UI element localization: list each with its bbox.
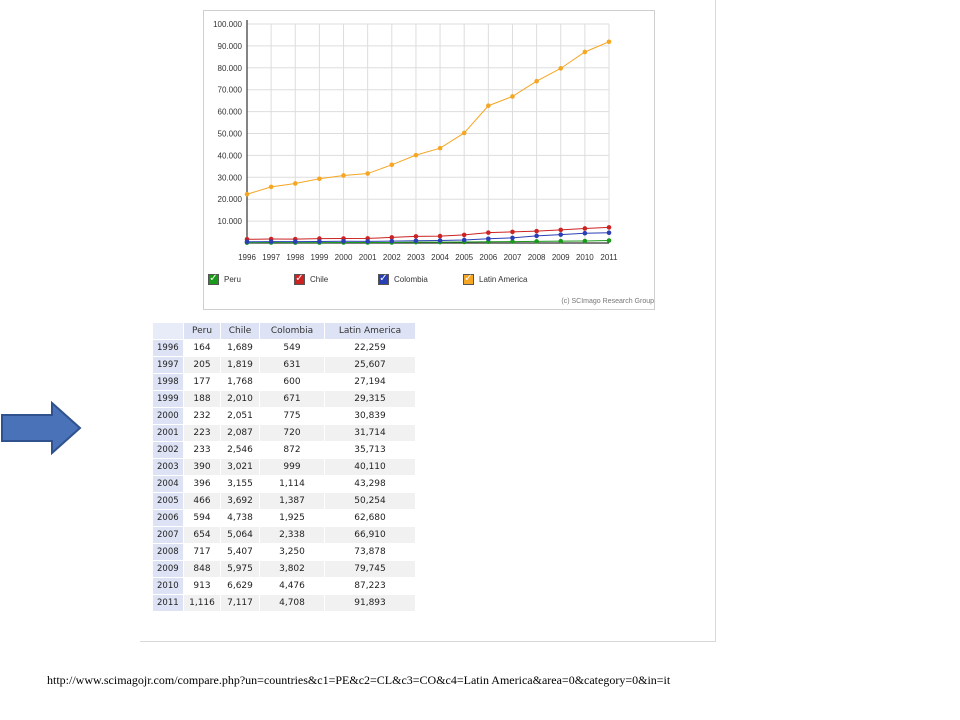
x-tick-label: 2000 [334, 253, 353, 262]
y-tick-label: 80.000 [217, 63, 242, 73]
checkbox-checked-icon[interactable]: ✓ [379, 273, 388, 284]
row-year-cell: 1997 [153, 357, 183, 373]
data-point [438, 146, 443, 151]
table-row [153, 561, 415, 577]
row-year-cell: 2011 [153, 595, 183, 611]
x-tick-label: 2001 [358, 253, 377, 262]
table-cell: 4,476 [260, 578, 324, 594]
data-point [607, 230, 612, 235]
column-header-latin-america: Latin America [325, 323, 415, 339]
checkbox-checked-icon[interactable]: ✓ [464, 273, 473, 284]
table-cell: 2,010 [221, 391, 259, 407]
table-cell: 1,925 [260, 510, 324, 526]
data-point [269, 239, 274, 244]
table-cell: 1,819 [221, 357, 259, 373]
table-cell: 549 [260, 340, 324, 356]
table-cell: 872 [260, 442, 324, 458]
legend-label: Peru [224, 274, 241, 284]
row-year-cell: 2007 [153, 527, 183, 543]
data-point [390, 162, 395, 167]
table-cell: 29,315 [325, 391, 415, 407]
legend-item[interactable] [463, 272, 527, 286]
table-row [153, 544, 415, 560]
legend-label: Chile [310, 274, 329, 284]
table-cell: 66,910 [325, 527, 415, 543]
table-cell: 40,110 [325, 459, 415, 475]
x-tick-label: 2007 [503, 253, 522, 262]
data-point [558, 228, 563, 233]
table-cell: 3,802 [260, 561, 324, 577]
data-point [607, 225, 612, 230]
data-point [365, 171, 370, 176]
data-point [317, 177, 322, 182]
table-cell: 2,338 [260, 527, 324, 543]
table-cell: 717 [184, 544, 220, 560]
data-point [269, 185, 274, 190]
table-cell: 4,738 [221, 510, 259, 526]
row-year-cell: 1999 [153, 391, 183, 407]
row-year-cell: 2009 [153, 561, 183, 577]
data-point [414, 239, 419, 244]
table-cell: 233 [184, 442, 220, 458]
y-tick-label: 90.000 [217, 41, 242, 51]
row-year-cell: 2000 [153, 408, 183, 424]
column-header-peru: Peru [184, 323, 220, 339]
x-tick-label: 2011 [600, 253, 618, 262]
table-row [153, 493, 415, 509]
data-point [583, 239, 588, 244]
x-tick-label: 2006 [479, 253, 498, 262]
table-row [153, 527, 415, 543]
row-year-cell: 2002 [153, 442, 183, 458]
y-tick-label: 20.000 [217, 195, 242, 205]
column-header-colombia: Colombia [260, 323, 324, 339]
data-point [486, 236, 491, 241]
data-point [245, 239, 250, 244]
x-tick-label: 2010 [575, 253, 594, 262]
table-cell: 1,387 [260, 493, 324, 509]
data-point [583, 231, 588, 236]
x-tick-label: 2002 [382, 253, 401, 262]
table-header-row [153, 323, 415, 339]
y-tick-label: 70.000 [217, 85, 242, 95]
table-cell: 5,064 [221, 527, 259, 543]
x-tick-label: 2005 [455, 253, 474, 262]
table-row [153, 340, 415, 356]
table-cell: 2,546 [221, 442, 259, 458]
data-point [510, 230, 515, 235]
table-row [153, 391, 415, 407]
data-point [534, 234, 539, 239]
table-cell: 7,117 [221, 595, 259, 611]
data-point [558, 239, 563, 244]
table-cell: 1,116 [184, 595, 220, 611]
table-cell: 22,259 [325, 340, 415, 356]
y-tick-label: 40.000 [217, 151, 242, 161]
data-point [293, 181, 298, 186]
data-point [607, 238, 612, 243]
table-cell: 775 [260, 408, 324, 424]
table-cell: 1,768 [221, 374, 259, 390]
checkbox-checked-icon[interactable]: ✓ [209, 273, 218, 284]
data-point [462, 233, 467, 238]
table-cell: 654 [184, 527, 220, 543]
x-tick-label: 2008 [527, 253, 546, 262]
data-point [558, 232, 563, 237]
table-row [153, 374, 415, 390]
table-row [153, 510, 415, 526]
data-point [438, 238, 443, 243]
chart-credit: (c) SCImago Research Group [561, 298, 654, 305]
data-point [583, 226, 588, 231]
legend-item[interactable] [208, 272, 241, 286]
data-point [486, 103, 491, 108]
table-cell: 205 [184, 357, 220, 373]
table-cell: 5,975 [221, 561, 259, 577]
table-cell: 2,087 [221, 425, 259, 441]
x-tick-label: 2003 [407, 253, 425, 262]
data-point [583, 50, 588, 55]
table-row [153, 425, 415, 441]
x-tick-label: 2009 [551, 253, 570, 262]
checkbox-checked-icon[interactable]: ✓ [295, 273, 304, 284]
source-url: http://www.scimagojr.com/compare.php?un=countries&c1=PE&c2=CL&c3=CO&c4=Latin America&area=0&category=0&in=it [47, 673, 671, 687]
table-cell: 631 [260, 357, 324, 373]
table-cell: 999 [260, 459, 324, 475]
y-tick-label: 50.000 [217, 129, 242, 139]
row-year-cell: 2008 [153, 544, 183, 560]
legend-label: Latin America [479, 274, 528, 284]
table-cell: 913 [184, 578, 220, 594]
data-point [510, 94, 515, 99]
table-cell: 6,629 [221, 578, 259, 594]
table-row [153, 357, 415, 373]
x-tick-label: 1999 [310, 253, 329, 262]
table-cell: 594 [184, 510, 220, 526]
table-row [153, 442, 415, 458]
table-cell: 223 [184, 425, 220, 441]
row-year-cell: 1996 [153, 340, 183, 356]
x-tick-label: 2004 [431, 253, 449, 262]
table-cell: 671 [260, 391, 324, 407]
table-cell: 396 [184, 476, 220, 492]
table-cell: 466 [184, 493, 220, 509]
data-point [534, 239, 539, 244]
data-point [245, 192, 250, 197]
table-cell: 1,114 [260, 476, 324, 492]
table-row [153, 595, 415, 611]
table-cell: 62,680 [325, 510, 415, 526]
row-year-cell: 2005 [153, 493, 183, 509]
table-cell: 25,607 [325, 357, 415, 373]
data-point [365, 239, 370, 244]
data-point [293, 239, 298, 244]
table-cell: 3,155 [221, 476, 259, 492]
table-row [153, 459, 415, 475]
x-tick-label: 1998 [286, 253, 305, 262]
row-year-cell: 2003 [153, 459, 183, 475]
table-cell: 2,051 [221, 408, 259, 424]
table-cell: 3,021 [221, 459, 259, 475]
row-year-cell: 2001 [153, 425, 183, 441]
row-year-cell: 1998 [153, 374, 183, 390]
series-line-latin-america [247, 42, 609, 194]
table-cell: 848 [184, 561, 220, 577]
table-cell: 600 [260, 374, 324, 390]
data-point [414, 153, 419, 158]
table-cell: 3,250 [260, 544, 324, 560]
y-tick-label: 10.000 [217, 217, 242, 227]
data-point [414, 234, 419, 239]
table-cell: 27,194 [325, 374, 415, 390]
chart-legend [208, 272, 648, 286]
legend-item[interactable] [378, 272, 428, 286]
table-cell: 720 [260, 425, 324, 441]
x-tick-label: 1996 [238, 253, 256, 262]
data-point [534, 229, 539, 234]
table-cell: 1,689 [221, 340, 259, 356]
table-cell: 91,893 [325, 595, 415, 611]
data-point [390, 239, 395, 244]
data-table [152, 322, 416, 612]
table-cell: 35,713 [325, 442, 415, 458]
legend-label: Colombia [394, 274, 428, 284]
data-point [317, 239, 322, 244]
data-point [462, 238, 467, 243]
table-cell: 177 [184, 374, 220, 390]
table-cell: 4,708 [260, 595, 324, 611]
y-tick-label: 100.000 [213, 20, 242, 29]
row-year-cell: 2006 [153, 510, 183, 526]
data-point [558, 66, 563, 71]
table-corner-cell [153, 323, 183, 339]
table-row [153, 408, 415, 424]
column-header-chile: Chile [221, 323, 259, 339]
y-tick-label: 60.000 [217, 107, 242, 117]
series-line-colombia [247, 233, 609, 242]
table-row [153, 578, 415, 594]
table-cell: 87,223 [325, 578, 415, 594]
table-cell: 188 [184, 391, 220, 407]
table-cell: 3,692 [221, 493, 259, 509]
series-line-chile [247, 227, 609, 239]
data-point [462, 131, 467, 136]
table-cell: 232 [184, 408, 220, 424]
data-point [486, 230, 491, 235]
arrow-right-icon [0, 400, 84, 456]
table-cell: 5,407 [221, 544, 259, 560]
row-year-cell: 2010 [153, 578, 183, 594]
x-tick-label: 1997 [262, 253, 281, 262]
table-cell: 79,745 [325, 561, 415, 577]
data-point [438, 234, 443, 239]
table-cell: 30,839 [325, 408, 415, 424]
data-point [607, 39, 612, 44]
table-cell: 31,714 [325, 425, 415, 441]
data-point [341, 173, 346, 178]
table-cell: 43,298 [325, 476, 415, 492]
table-row [153, 476, 415, 492]
table-cell: 50,254 [325, 493, 415, 509]
table-cell: 390 [184, 459, 220, 475]
y-tick-label: 30.000 [217, 173, 242, 183]
row-year-cell: 2004 [153, 476, 183, 492]
table-cell: 73,878 [325, 544, 415, 560]
legend-item[interactable] [294, 272, 328, 286]
data-point [341, 239, 346, 244]
data-point [534, 79, 539, 84]
table-cell: 164 [184, 340, 220, 356]
data-point [510, 236, 515, 241]
